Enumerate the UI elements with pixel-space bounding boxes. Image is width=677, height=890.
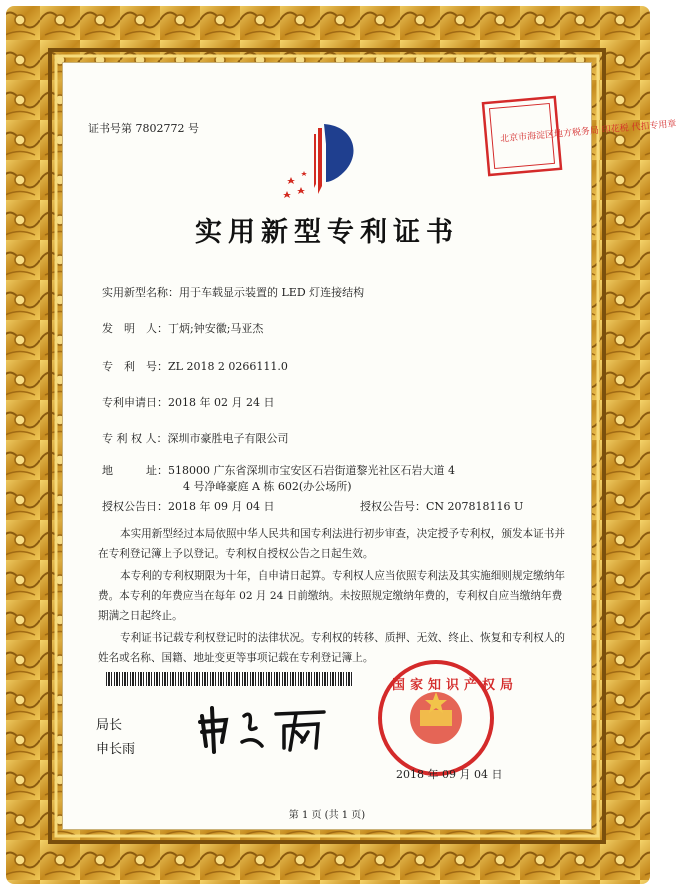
field-patentee: 专 利 权 人：深圳市豪胜电子有限公司 xyxy=(102,432,289,445)
cert-no-suffix: 号 xyxy=(188,122,199,135)
certificate-title: 实用新型专利证书 xyxy=(195,217,459,248)
field-address: 地 址：518000 广东省深圳市宝安区石岩街道黎光社区石岩大道 4 xyxy=(102,464,455,477)
field-announce-number: 授权公告号：CN 207818116 U xyxy=(360,500,524,513)
certificate-number xyxy=(88,120,199,136)
director-title: 局长 xyxy=(96,718,123,733)
cert-no-value: 7802772 xyxy=(135,122,185,135)
patent-office-logo-icon xyxy=(274,114,370,204)
field-application-date: 专利申请日：2018 年 02 月 24 日 xyxy=(102,396,275,409)
field-address-line2: 4 号净峰豪庭 A 栋 602(办公场所) xyxy=(183,480,352,493)
tax-stamp-text: 北京市海淀区地方税务局 印花税 代扣专用章 xyxy=(499,119,677,145)
director-name: 申长雨 xyxy=(96,742,136,757)
page-info: 第 1 页 (共 1 页) xyxy=(288,810,366,821)
field-patent-number: 专 利 号：ZL 2018 2 0266111.0 xyxy=(102,360,288,373)
barcode xyxy=(106,672,354,686)
field-utility-model-name: 实用新型名称：用于车载显示装置的 LED 灯连接结构 xyxy=(102,286,365,299)
paragraph-grant: 本实用新型经过本局依照中华人民共和国专利法进行初步审查，决定授予专利权，颁发本证书并在专利登记簿上予以登记。专利权自授权公告之日起生效。 xyxy=(98,528,565,560)
cert-no-label: 证书号第 xyxy=(88,122,132,135)
field-inventors: 发 明 人：丁炳;钟安徽;马亚杰 xyxy=(102,322,264,335)
seal-text: 国家知识产权局 xyxy=(392,678,519,693)
seal-date: 2018 年 09 月 04 日 xyxy=(396,768,503,781)
paragraph-legal-status: 专利证书记载专利权登记时的法律状况。专利权的转移、质押、无效、终止、恢复和专利权人的姓名或名称、国籍、地址变更等事项记载在专利登记簿上。 xyxy=(98,632,565,664)
paragraph-term: 本专利的专利权期限为十年，自申请日起算。专利权人应当依照专利法及其实施细则规定缴纳年费。本专利的年费应当在每年 02 月 24 日前缴纳。未按照规定缴纳年费的，专利权自应当缴纳年费期满之日起终止。 xyxy=(98,570,565,622)
director-signature-icon xyxy=(192,702,332,754)
field-announce-date: 授权公告日：2018 年 09 月 04 日 xyxy=(102,500,275,513)
certificate-paper xyxy=(62,62,677,830)
